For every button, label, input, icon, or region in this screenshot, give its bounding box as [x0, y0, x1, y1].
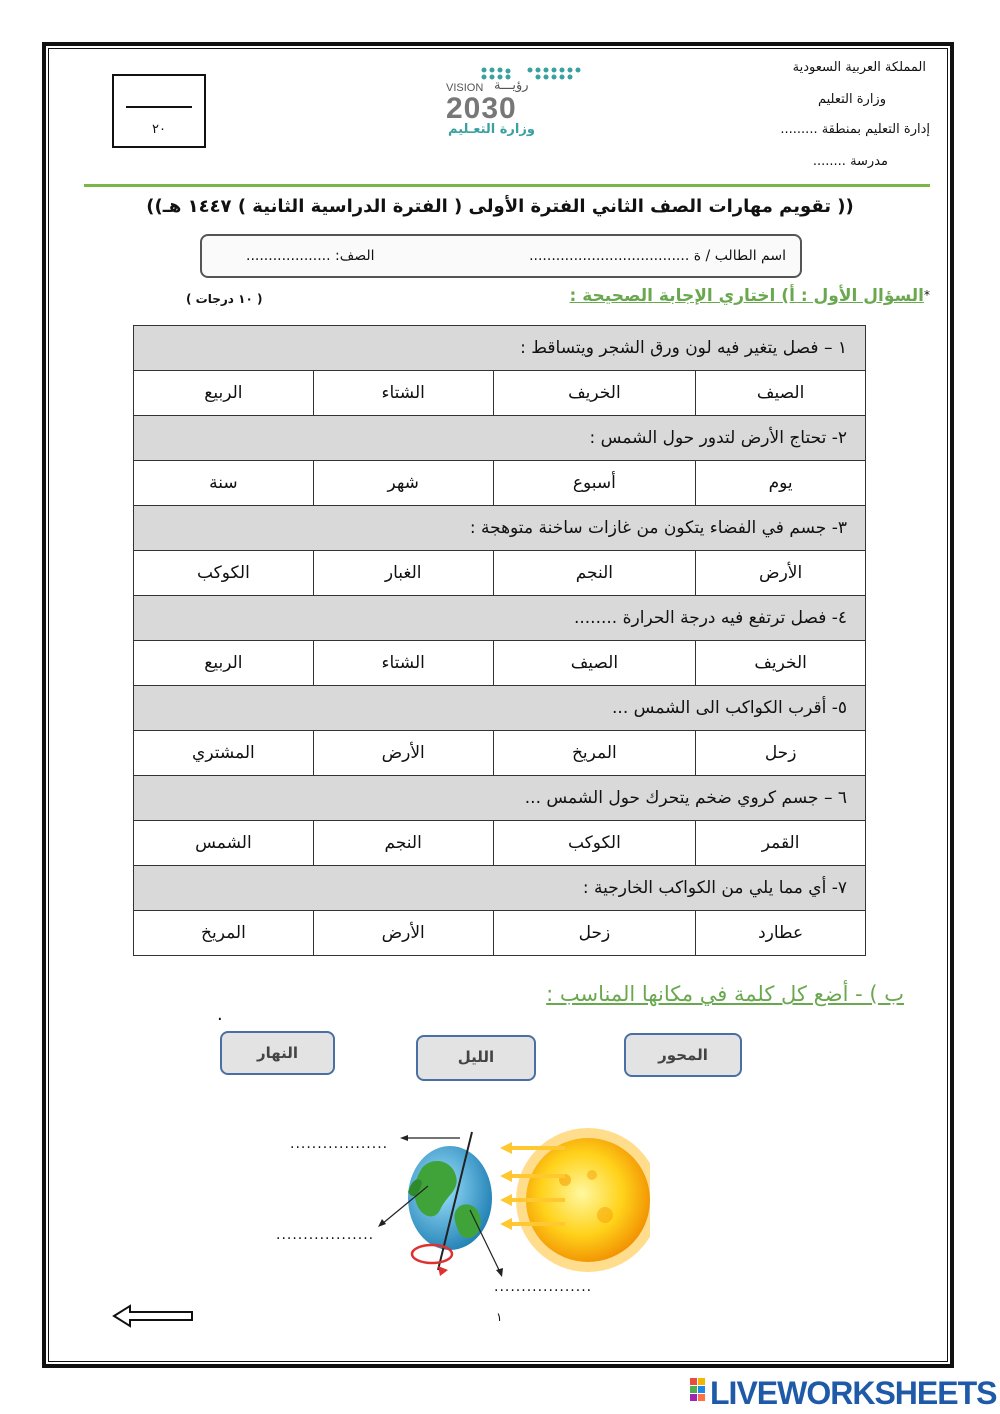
answer-option[interactable]: الربيع — [134, 641, 314, 686]
question1-table — [133, 325, 866, 956]
answer-option[interactable]: الأرض — [313, 911, 493, 956]
header-divider — [84, 184, 930, 187]
answer-option[interactable]: النجم — [493, 551, 696, 596]
answer-option[interactable]: أسبوع — [493, 461, 696, 506]
word-box-day[interactable]: النهار — [220, 1031, 335, 1075]
question-text: ٦ – جسم كروي ضخم يتحرك حول الشمس ... — [134, 776, 866, 821]
answer-option[interactable]: المشتري — [134, 731, 314, 776]
vision-2030-logo — [440, 62, 590, 140]
question-text: ٢- تحتاج الأرض لتدور حول الشمس : — [134, 416, 866, 461]
student-info-box — [200, 234, 802, 278]
part-b-dot: . — [217, 1004, 223, 1025]
options-row — [134, 911, 866, 956]
score-box — [112, 74, 206, 148]
score-total: ٢٠ — [152, 122, 166, 137]
question-row — [134, 776, 866, 821]
answer-option[interactable]: الكوكب — [134, 551, 314, 596]
question-row — [134, 686, 866, 731]
student-name-label: اسم الطالب / ة .................................... — [529, 248, 786, 264]
answer-option[interactable]: الشتاء — [313, 641, 493, 686]
question-text: ٣- جسم في الفضاء يتكون من غازات ساخنة متوهجة : — [134, 506, 866, 551]
answer-option[interactable]: الكوكب — [493, 821, 696, 866]
answer-option[interactable]: المريخ — [134, 911, 314, 956]
score-line — [126, 106, 192, 108]
brand-square-yellow-icon — [698, 1378, 705, 1385]
question-row — [134, 506, 866, 551]
options-row — [134, 461, 866, 506]
options-row — [134, 731, 866, 776]
part-b-title: ب ) - أضع كل كلمة في مكانها المناسب : — [546, 982, 904, 1006]
header-school: مدرسة ........ — [812, 154, 888, 169]
question-text: ٤- فصل ترتفع فيه درجة الحرارة ........ — [134, 596, 866, 641]
brand-text: LIVEWORKSHEETS — [710, 1375, 997, 1411]
answer-option[interactable]: المريخ — [493, 731, 696, 776]
word-box-night[interactable]: الليل — [416, 1035, 536, 1081]
answer-option[interactable]: الخريف — [493, 371, 696, 416]
answer-option[interactable]: القمر — [696, 821, 866, 866]
question-row — [134, 866, 866, 911]
answer-option[interactable]: الخريف — [696, 641, 866, 686]
logo-ministry-text: وزارة التعـليم — [448, 122, 535, 137]
answer-option[interactable]: النجم — [313, 821, 493, 866]
liveworksheets-logo[interactable] — [690, 1374, 997, 1411]
page-number: ١ — [496, 1310, 503, 1324]
question-text: ٥- أقرب الكواكب الى الشمس ... — [134, 686, 866, 731]
options-row — [134, 551, 866, 596]
answer-option[interactable]: الشتاء — [313, 371, 493, 416]
question-text: ١ – فصل يتغير فيه لون ورق الشجر ويتساقط : — [134, 326, 866, 371]
answer-option[interactable]: الأرض — [696, 551, 866, 596]
earth-sun-diagram — [360, 1120, 650, 1300]
answer-option[interactable]: يوم — [696, 461, 866, 506]
word-box-axis[interactable]: المحور — [624, 1033, 742, 1077]
brand-square-red-icon — [690, 1378, 697, 1385]
answer-option[interactable]: شهر — [313, 461, 493, 506]
options-row — [134, 371, 866, 416]
header-kingdom: المملكة العربية السعودية — [792, 60, 926, 75]
question-row — [134, 326, 866, 371]
answer-option[interactable]: الربيع — [134, 371, 314, 416]
blank-middle[interactable]: .................. — [276, 1227, 375, 1243]
answer-option[interactable]: الصيف — [696, 371, 866, 416]
question-text: ٧- أي مما يلي من الكواكب الخارجية : — [134, 866, 866, 911]
question-row — [134, 416, 866, 461]
answer-option[interactable]: الشمس — [134, 821, 314, 866]
logo-year-text: 2030 — [446, 92, 517, 125]
student-class-label: الصف: ................... — [246, 248, 375, 264]
answer-option[interactable]: زحل — [493, 911, 696, 956]
blank-bottom[interactable]: .................. — [494, 1279, 593, 1295]
options-row — [134, 821, 866, 866]
answer-option[interactable]: زحل — [696, 731, 866, 776]
brand-square-orange-icon — [698, 1394, 705, 1401]
header-ministry: وزارة التعليم — [817, 92, 886, 107]
answer-option[interactable]: سنة — [134, 461, 314, 506]
blank-top[interactable]: .................. — [290, 1136, 389, 1152]
logo-vision-text: VISION — [446, 82, 484, 94]
question1-star: * — [924, 288, 930, 302]
brand-square-purple-icon — [690, 1394, 697, 1401]
options-row — [134, 641, 866, 686]
question1-grades: ( ١٠ درجات ) — [186, 292, 263, 306]
answer-option[interactable]: الغبار — [313, 551, 493, 596]
question-row — [134, 596, 866, 641]
header-region: إدارة التعليم بمنطقة ......... — [780, 122, 930, 137]
question1-title: السؤال الأول : أ) اختاري الإجابة الصحيحة : — [569, 286, 924, 306]
brand-square-blue-icon — [698, 1386, 705, 1393]
answer-option[interactable]: عطارد — [696, 911, 866, 956]
next-page-arrow-icon[interactable] — [112, 1304, 196, 1328]
answer-option[interactable]: الصيف — [493, 641, 696, 686]
logo-ruya-text: رؤيـــة — [494, 78, 529, 93]
brand-square-green-icon — [690, 1386, 697, 1393]
page-title: (( تقويم مهارات الصف الثاني الفترة الأولى ( الفترة الدراسية الثانية ) ١٤٤٧ هـ)) — [146, 196, 854, 217]
answer-option[interactable]: الأرض — [313, 731, 493, 776]
